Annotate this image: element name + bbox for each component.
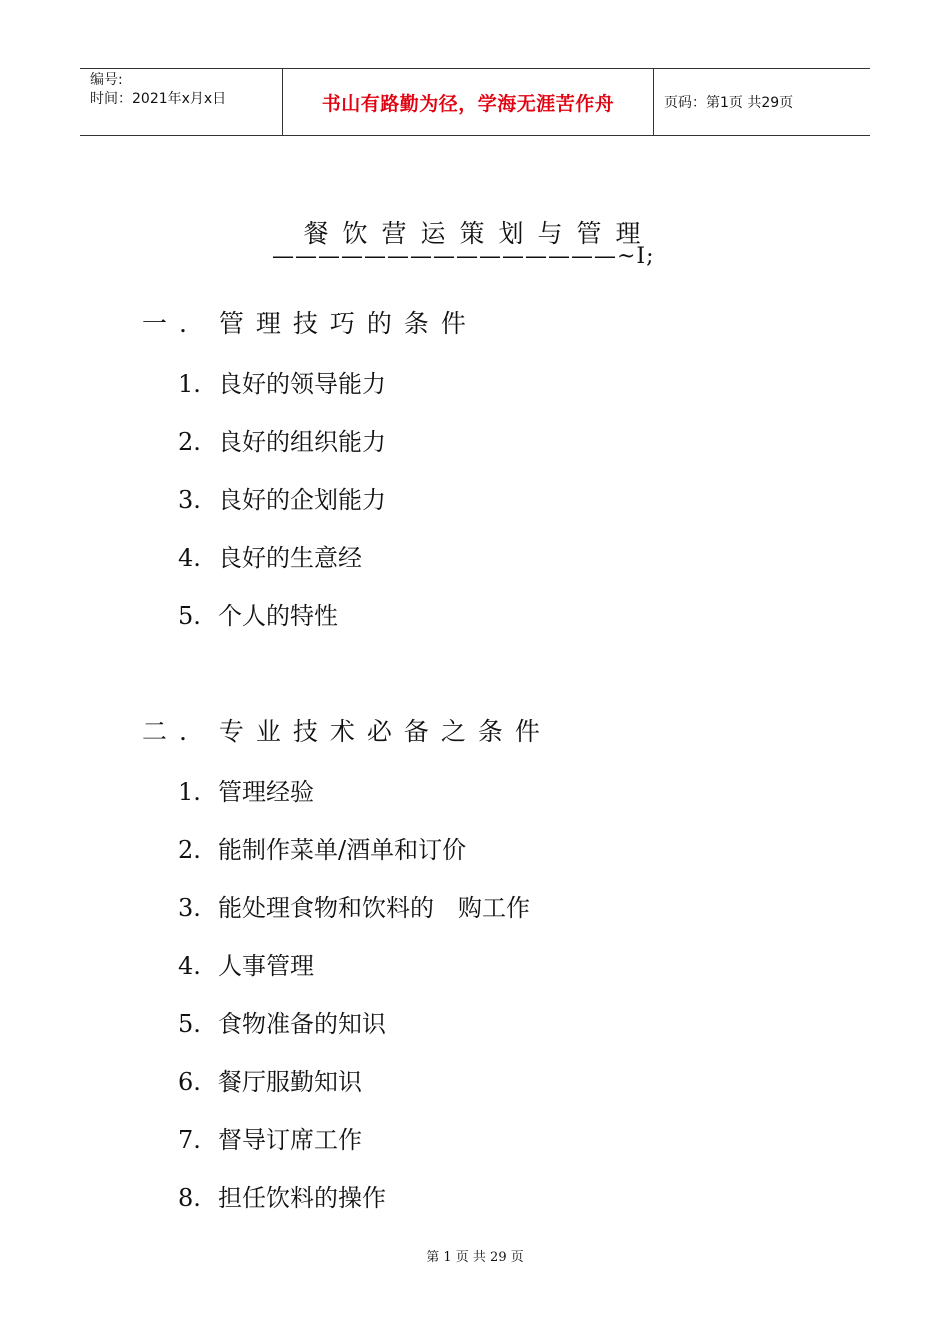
time-label: 时间：2021年x月x日 (90, 91, 227, 107)
item-number: 3. (178, 486, 201, 514)
item-number: 8. (178, 1184, 201, 1212)
item-number: 5. (178, 1010, 201, 1038)
header-page-cell (654, 69, 870, 135)
item-text: 餐厅服勤知识 (218, 1068, 362, 1096)
list-item (178, 480, 386, 515)
item-number: 2. (178, 428, 201, 456)
section-heading: 二. 专业技术必备之条件 (142, 717, 552, 746)
item-text: 能制作菜单/酒单和订价 (218, 836, 467, 864)
item-text: 管理经验 (218, 778, 314, 806)
item-number: 3. (178, 894, 201, 922)
list-item (178, 1004, 386, 1039)
item-text: 良好的企划能力 (218, 486, 386, 514)
list-item (178, 772, 314, 807)
list-item (178, 830, 466, 865)
item-number: 5. (178, 602, 201, 630)
list-item (178, 1178, 386, 1213)
header-table (80, 68, 870, 136)
list-item (178, 1062, 362, 1097)
list-item (178, 596, 338, 631)
list-item (178, 422, 386, 457)
item-number: 4. (178, 952, 201, 980)
item-text: 督导订席工作 (218, 1126, 362, 1154)
section-heading: 一. 管理技巧的条件 (142, 309, 478, 338)
item-number: 1. (178, 778, 201, 806)
item-text: 个人的特性 (218, 602, 338, 630)
item-number: 4. (178, 544, 201, 572)
item-text: 良好的领导能力 (218, 370, 386, 398)
item-text: 担任饮料的操作 (218, 1184, 386, 1212)
serial-label: 编号: (90, 72, 123, 88)
list-item (178, 888, 530, 923)
item-number: 6. (178, 1068, 201, 1096)
motto-text: 书山有路勤为径，学海无涯苦作舟 (321, 92, 615, 115)
list-item (178, 364, 386, 399)
item-number: 1. (178, 370, 201, 398)
item-text: 食物准备的知识 (218, 1010, 386, 1038)
item-text: 良好的生意经 (218, 544, 362, 572)
item-text: 能处理食物和饮料的 购工作 (218, 894, 530, 922)
title-rule: ———————————————~I; (272, 244, 655, 269)
page-label: 页码：第1页 共29页 (664, 95, 794, 111)
item-number: 7. (178, 1126, 201, 1154)
header-meta-cell (80, 69, 282, 135)
header-motto-cell (282, 69, 654, 135)
list-item (178, 946, 314, 981)
page-footer: 第 1 页 共 29 页 (426, 1250, 524, 1265)
item-text: 良好的组织能力 (218, 428, 386, 456)
list-item (178, 538, 362, 573)
list-item (178, 1120, 362, 1155)
item-number: 2. (178, 836, 201, 864)
item-text: 人事管理 (218, 952, 314, 980)
document-title: 餐饮营运策划与管理 (303, 219, 655, 248)
